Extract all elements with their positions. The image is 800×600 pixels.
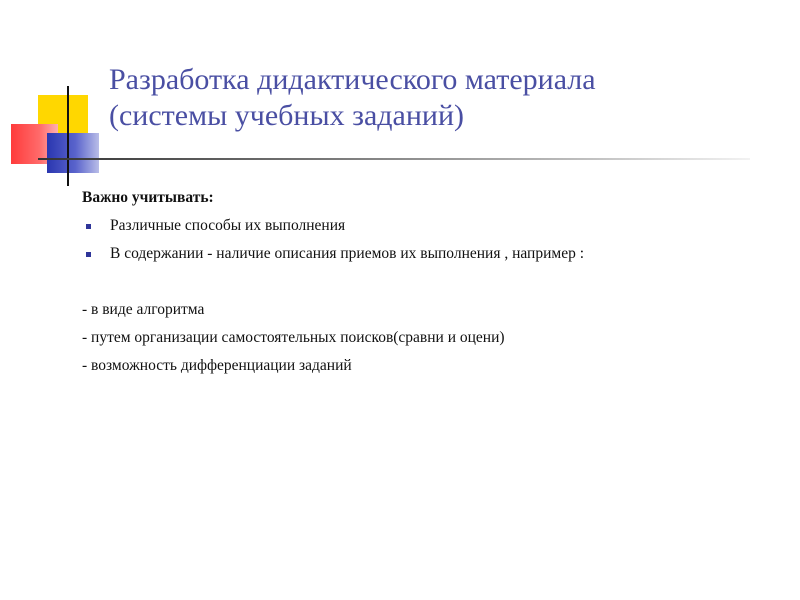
dash-item: - в виде алгоритма	[82, 301, 205, 318]
bullet-item-text: В содержании - наличие описания приемов их выполнения , например :	[110, 245, 585, 262]
title-underline	[38, 158, 750, 160]
slide-title-line-2: (системы учебных заданий)	[109, 99, 465, 132]
decorative-blue-square	[47, 133, 99, 173]
slide-title-line-1: Разработка дидактического материала	[109, 63, 596, 96]
bullet-list	[82, 212, 782, 268]
bullet-item-text: Различные способы их выполнения	[110, 217, 346, 234]
lead-text: Важно учитывать:	[82, 189, 214, 206]
bullet-item	[82, 240, 782, 268]
spacer	[82, 268, 782, 296]
dash-item: - возможность дифференциации заданий	[82, 357, 352, 374]
square-bullet-icon	[86, 224, 91, 229]
square-bullet-icon	[86, 252, 91, 257]
slide-body	[82, 184, 782, 380]
slide-title	[109, 62, 769, 134]
decorative-vertical-line	[67, 86, 69, 186]
dash-item: - путем организации самостоятельных поисков(сравни и оцени)	[82, 329, 505, 346]
bullet-item	[82, 212, 782, 240]
